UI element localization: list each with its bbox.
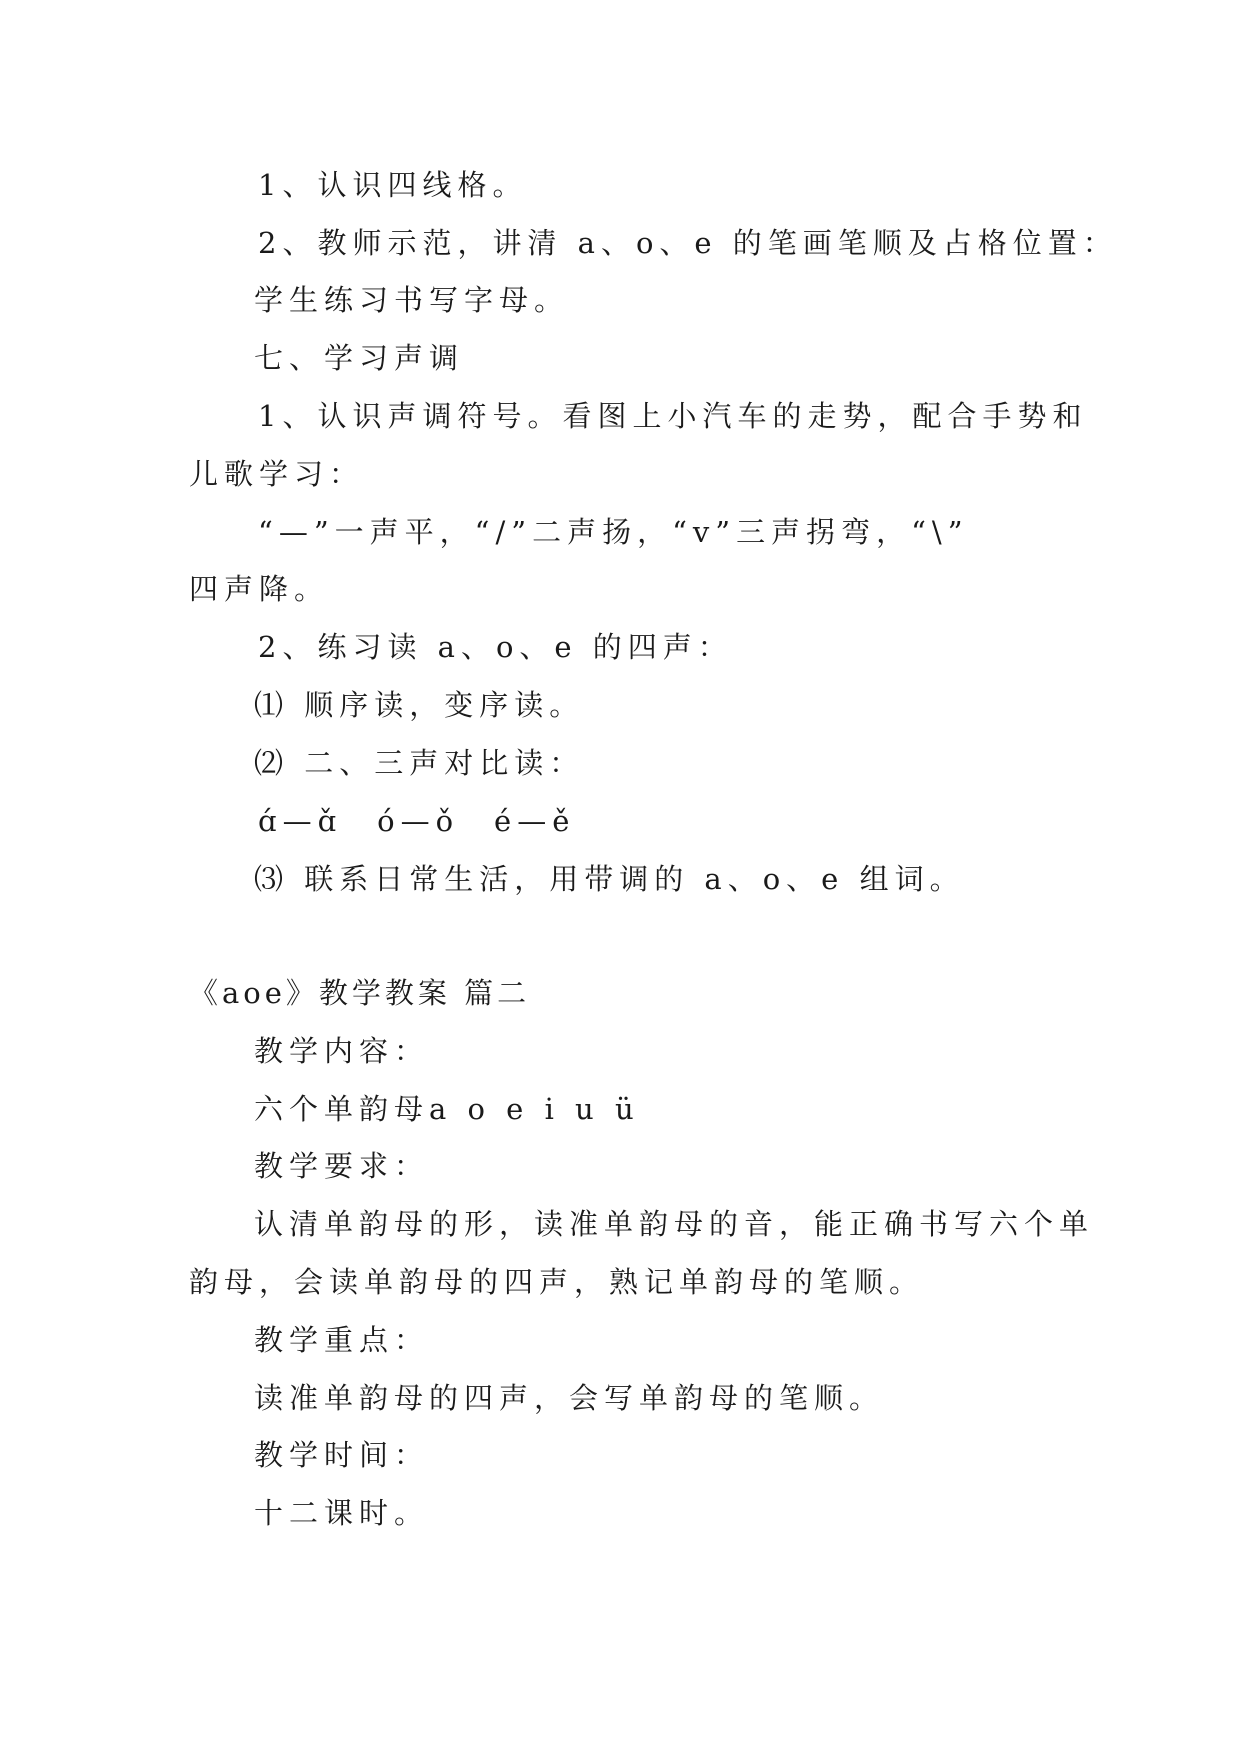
- text-line-9: 2、练习读 a、o、e 的四声：: [258, 630, 733, 664]
- label-teaching-content: 教学内容：: [254, 1034, 430, 1068]
- label-teaching-requirements: 教学要求：: [254, 1149, 430, 1183]
- tone-comparison-line: ɑ́—ɑ̌ ó—ǒ é—ě: [258, 804, 576, 838]
- text-line-8: 四声降。: [189, 572, 330, 606]
- label-teaching-time: 教学时间：: [254, 1438, 430, 1472]
- text-line-6: 儿歌学习：: [189, 457, 365, 491]
- text-line-1: 1、认识四线格。: [258, 168, 528, 202]
- text-teaching-time: 十二课时。: [254, 1496, 430, 1530]
- text-requirements-2: 韵母，会读单韵母的四声，熟记单韵母的笔顺。: [189, 1265, 925, 1299]
- text-line-11: ⑵ 二、三声对比读：: [254, 746, 585, 780]
- text-line-5: 1、认识声调符号。看图上小汽车的走势，配合手势和: [258, 399, 1088, 433]
- text-requirements-1: 认清单韵母的形，读准单韵母的音，能正确书写六个单: [254, 1207, 1095, 1241]
- text-line-10: ⑴ 顺序读，变序读。: [254, 688, 585, 722]
- label-teaching-focus: 教学重点：: [254, 1323, 430, 1357]
- text-six-finals: 六个单韵母a o e i u ü: [254, 1092, 640, 1126]
- text-line-2: 2、教师示范，讲清 a、o、e 的笔画笔顺及占格位置：: [258, 226, 1118, 260]
- text-line-7: “—”一声平，“/”二声扬，“v”三声拐弯，“\”: [258, 515, 969, 549]
- section-heading-tones: 七、学习声调: [254, 341, 465, 375]
- text-line-13: ⑶ 联系日常生活，用带调的 a、o、e 组词。: [254, 862, 965, 896]
- text-teaching-focus: 读准单韵母的四声，会写单韵母的笔顺。: [254, 1381, 885, 1415]
- text-line-3: 学生练习书写字母。: [254, 283, 570, 317]
- section-title-part-two: 《aoe》教学教案 篇二: [189, 976, 531, 1010]
